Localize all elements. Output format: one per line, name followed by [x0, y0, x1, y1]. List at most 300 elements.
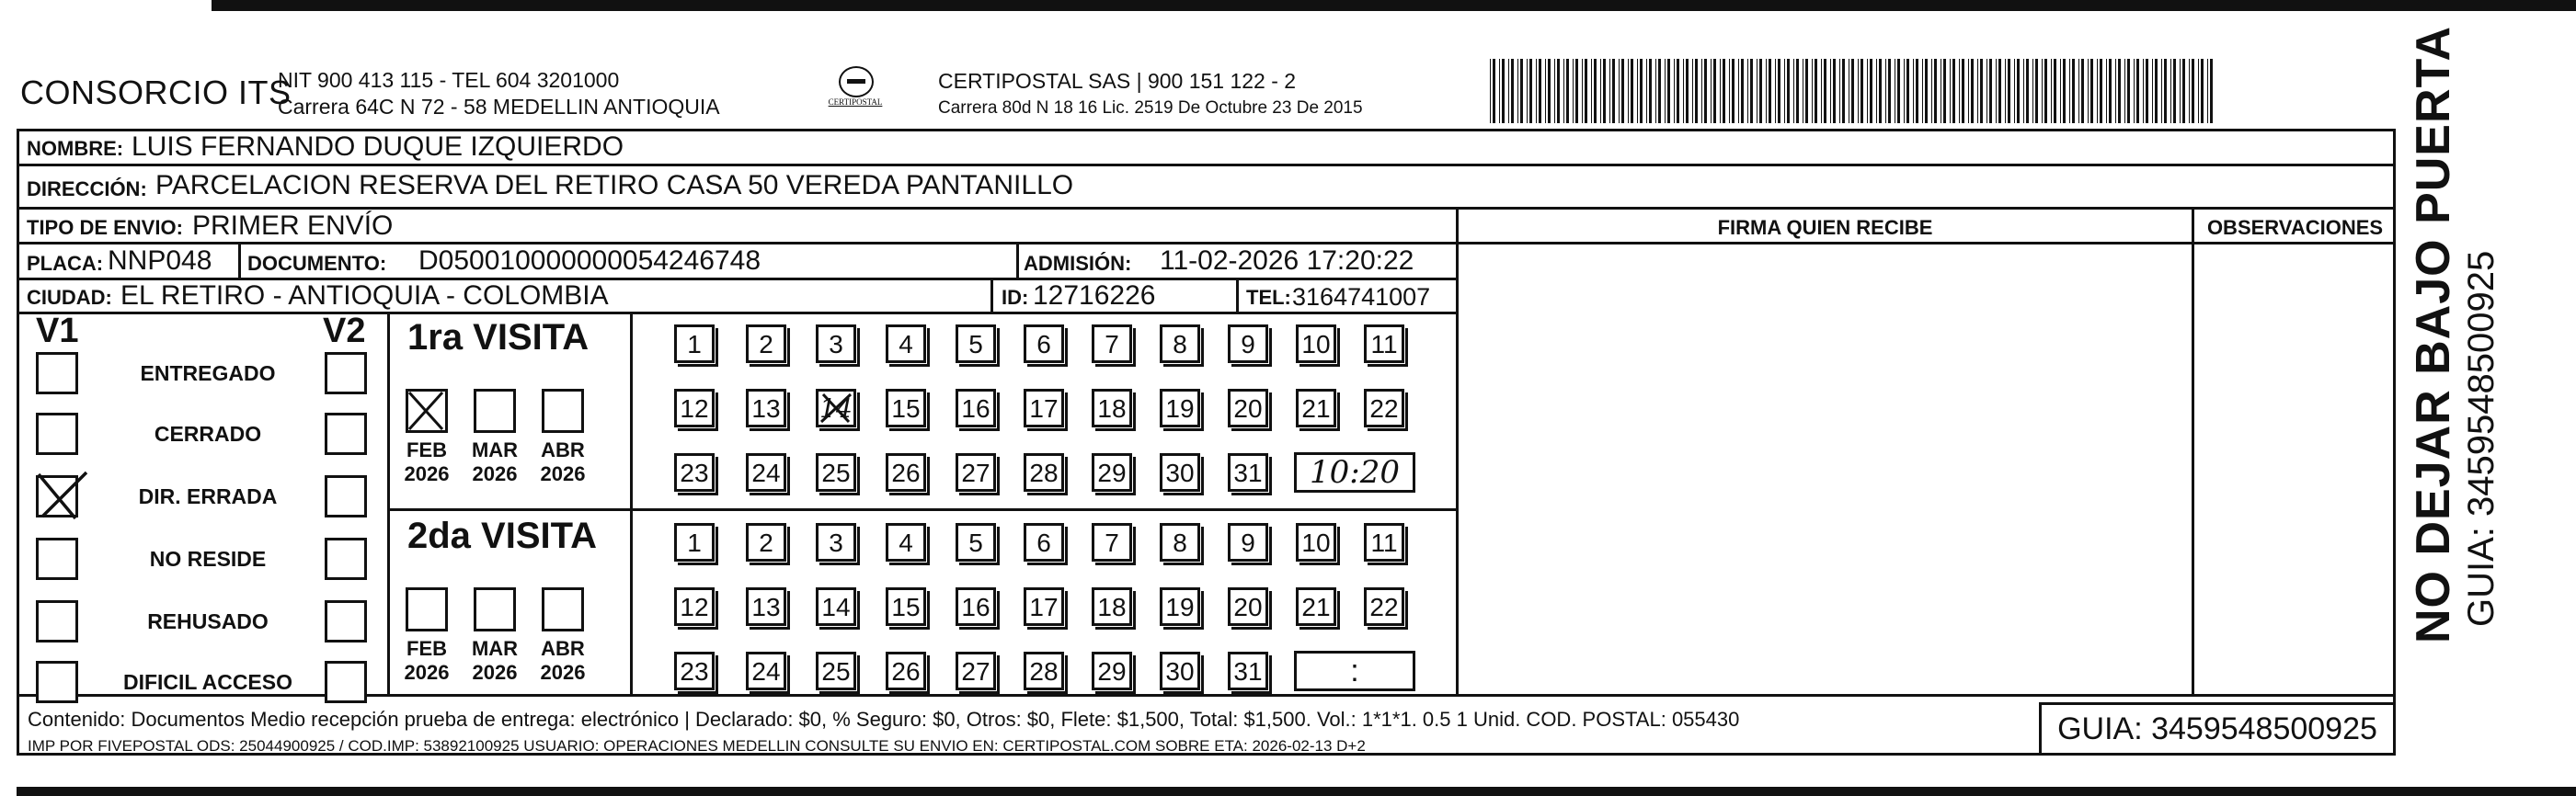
- day-box[interactable]: 18: [1092, 389, 1132, 427]
- barcode-bar: [1998, 59, 2001, 123]
- day-box[interactable]: 14: [816, 389, 856, 427]
- barcode-bar: [1858, 59, 1859, 123]
- day-box[interactable]: 16: [956, 389, 996, 427]
- status-label: NO RESIDE: [149, 547, 267, 571]
- barcode-bar: [1839, 59, 1840, 123]
- month-checkbox[interactable]: [474, 587, 516, 631]
- barcode-bar: [1539, 59, 1541, 123]
- barcode-bar: [1517, 59, 1518, 123]
- day-box[interactable]: 20: [1228, 389, 1268, 427]
- barcode-bar: [2192, 59, 2194, 123]
- check-mark-icon: [406, 389, 448, 433]
- barcode-bar: [1934, 59, 1937, 123]
- barcode-bar: [1750, 59, 1753, 123]
- day-box[interactable]: 29: [1092, 453, 1132, 492]
- day-box[interactable]: 8: [1160, 324, 1200, 363]
- barcode-bar: [1600, 59, 1601, 123]
- barcode-bar: [1591, 59, 1592, 123]
- id-number: 12716226: [1033, 280, 1156, 311]
- barcode-bar: [1508, 59, 1509, 123]
- barcode-bar: [2173, 59, 2176, 123]
- barcode-bar: [2008, 59, 2010, 123]
- barcode-bar: [1913, 59, 1914, 123]
- day-box[interactable]: 8: [1160, 523, 1200, 562]
- month-label: [398, 637, 455, 685]
- barcode-bar: [1557, 59, 1560, 123]
- barcode-bar: [2118, 59, 2121, 123]
- barcode-bar: [1631, 59, 1633, 123]
- address-line: Carrera 64C N 72 - 58 MEDELLIN ANTIOQUIA: [278, 95, 720, 119]
- recipient-name: LUIS FERNANDO DUQUE IZQUIERDO: [132, 131, 624, 162]
- day-box[interactable]: 13: [746, 587, 786, 626]
- barcode-bar: [1815, 59, 1817, 123]
- month-name: ABR: [541, 438, 585, 461]
- month-year: 2026: [472, 462, 518, 485]
- barcode-bar: [1695, 59, 1698, 123]
- barcode-bar: [1612, 59, 1615, 123]
- barcode-bar: [1677, 59, 1679, 123]
- barcode-bar: [1879, 59, 1882, 123]
- barcode-bar: [2152, 59, 2153, 123]
- recipient-address: PARCELACION RESERVA DEL RETIRO CASA 50 VEREDA PANTANILLO: [155, 170, 1074, 200]
- barcode-bar: [2115, 59, 2116, 123]
- day-box[interactable]: 9: [1228, 324, 1268, 363]
- certipostal-logo: [819, 66, 892, 116]
- no-dejar-bajo-puerta: NO DEJAR BAJO PUERTA: [2407, 25, 2460, 643]
- status-label: CERRADO: [154, 422, 262, 446]
- barcode-bar: [2072, 59, 2075, 123]
- day-box[interactable]: 3: [816, 523, 856, 562]
- barcode-bar: [1741, 59, 1744, 123]
- month-checkbox[interactable]: [542, 389, 584, 433]
- barcode-bar: [1649, 59, 1652, 123]
- day-box[interactable]: 13: [746, 389, 786, 427]
- v1-checkbox[interactable]: [36, 475, 78, 517]
- tel: 3164741007: [1292, 283, 1431, 311]
- barcode-bar: [1713, 59, 1716, 123]
- month-year: 2026: [404, 462, 450, 485]
- barcode-bar: [1842, 59, 1845, 123]
- barcode-bar: [1704, 59, 1707, 123]
- barcode-bar: [1603, 59, 1606, 123]
- day-box[interactable]: 28: [1024, 453, 1064, 492]
- day-box[interactable]: 4: [886, 324, 926, 363]
- day-box[interactable]: 31: [1228, 652, 1268, 690]
- v1-checkbox[interactable]: [36, 538, 78, 580]
- day-box[interactable]: 19: [1160, 587, 1200, 626]
- barcode-bar: [1545, 59, 1546, 123]
- barcode-bar: [2100, 59, 2102, 123]
- barcode-bar: [1490, 59, 1491, 123]
- barcode-bar: [1986, 59, 1987, 123]
- month-label: [534, 637, 591, 685]
- barcode-bar: [2090, 59, 2093, 123]
- barcode-bar: [1962, 59, 1964, 123]
- month-year: 2026: [472, 661, 518, 684]
- barcode-bar: [1609, 59, 1610, 123]
- barcode-bar: [1922, 59, 1923, 123]
- barcode-bar: [1658, 59, 1661, 123]
- barcode-bar: [1775, 59, 1776, 123]
- visit-time[interactable]: :: [1294, 651, 1415, 691]
- barcode-bar: [1585, 59, 1587, 123]
- nit-line: NIT 900 413 115 - TEL 604 3201000: [278, 68, 620, 92]
- barcode-bar: [2017, 59, 2020, 123]
- barcode-bar: [1619, 59, 1620, 123]
- barcode-bar: [2054, 59, 2056, 123]
- day-box[interactable]: 1: [674, 324, 715, 363]
- barcode-bar: [1723, 59, 1725, 123]
- barcode-bar: [1499, 59, 1500, 123]
- barcode-bar: [2014, 59, 2015, 123]
- status-label: REHUSADO: [147, 609, 269, 633]
- barcode-bar: [1925, 59, 1928, 123]
- month-checkbox[interactable]: [542, 587, 584, 631]
- tipo-envio-label: TIPO DE ENVIO:: [27, 216, 183, 239]
- barcode-bar: [1769, 59, 1771, 123]
- barcode-bar: [2207, 59, 2208, 123]
- barcode-bar: [2155, 59, 2158, 123]
- day-box[interactable]: 6: [1024, 523, 1064, 562]
- day-box[interactable]: 27: [956, 652, 996, 690]
- barcode-bar: [1885, 59, 1886, 123]
- barcode-bar: [2044, 59, 2047, 123]
- barcode-bar: [2060, 59, 2061, 123]
- barcode-bar: [1655, 59, 1656, 123]
- barcode-bar: [2026, 59, 2029, 123]
- direccion-label: DIRECCIÓN:: [27, 177, 147, 200]
- barcode-bar: [2161, 59, 2162, 123]
- barcode-bar: [1573, 59, 1574, 123]
- day-box[interactable]: 5: [956, 324, 996, 363]
- top-border: [212, 0, 2576, 11]
- ciudad: EL RETIRO - ANTIOQUIA - COLOMBIA: [120, 280, 609, 311]
- day-box[interactable]: 5: [956, 523, 996, 562]
- day-box[interactable]: 15: [886, 389, 926, 427]
- day-box[interactable]: 24: [746, 652, 786, 690]
- shipping-label-table: [17, 129, 2396, 756]
- day-box[interactable]: 25: [816, 453, 856, 492]
- day-box[interactable]: 11: [1364, 523, 1404, 562]
- day-box[interactable]: 17: [1024, 389, 1064, 427]
- v1-checkbox[interactable]: [36, 600, 78, 642]
- barcode-bar: [2106, 59, 2107, 123]
- day-box[interactable]: 16: [956, 587, 996, 626]
- barcode-bar: [1870, 59, 1872, 123]
- barcode-bar: [1931, 59, 1932, 123]
- barcode-bar: [2032, 59, 2033, 123]
- barcode-bar: [2164, 59, 2167, 123]
- barcode-bar: [1548, 59, 1551, 123]
- day-box[interactable]: 14: [816, 587, 856, 626]
- barcode-bar: [1566, 59, 1569, 123]
- visit-title: 1ra VISITA: [407, 317, 590, 358]
- barcode-bar: [1536, 59, 1537, 123]
- barcode-bar: [2078, 59, 2079, 123]
- barcode-bar: [1621, 59, 1624, 123]
- admision-label: ADMISIÓN:: [1024, 252, 1132, 275]
- month-label: [466, 438, 523, 486]
- barcode-bar: [1520, 59, 1523, 123]
- barcode-bar: [1950, 59, 1951, 123]
- barcode-bar: [1759, 59, 1762, 123]
- month-label: [398, 438, 455, 486]
- day-box[interactable]: 28: [1024, 652, 1064, 690]
- barcode-bar: [1665, 59, 1666, 123]
- barcode-bar: [2124, 59, 2125, 123]
- barcode-bar: [2210, 59, 2213, 123]
- barcode-bar: [1667, 59, 1670, 123]
- barcode-bar: [2136, 59, 2139, 123]
- barcode-bar: [1640, 59, 1643, 123]
- admision: 11-02-2026 17:20:22: [1160, 245, 1414, 276]
- barcode-bar: [1980, 59, 1983, 123]
- barcode-bar: [1989, 59, 1992, 123]
- barcode-bar: [2180, 59, 2181, 123]
- carrier-nit: CERTIPOSTAL SAS | 900 151 122 - 2: [938, 69, 1297, 93]
- day-box[interactable]: 19: [1160, 389, 1200, 427]
- v1-checkbox[interactable]: [36, 352, 78, 394]
- day-box[interactable]: 24: [746, 453, 786, 492]
- barcode-bar: [1692, 59, 1693, 123]
- day-box[interactable]: 22: [1364, 587, 1404, 626]
- barcode-bar: [1683, 59, 1684, 123]
- barcode-bar: [1511, 59, 1514, 123]
- barcode-bar: [1711, 59, 1712, 123]
- visit-title: 2da VISITA: [407, 516, 597, 556]
- barcode-bar: [2081, 59, 2084, 123]
- firma-header: FIRMA QUIEN RECIBE: [1717, 216, 1933, 239]
- barcode-bar: [1833, 59, 1836, 123]
- barcode-bar: [2042, 59, 2043, 123]
- barcode-bar: [2170, 59, 2171, 123]
- tel-label: TEL:: [1246, 286, 1291, 309]
- observaciones-header: OBSERVACIONES: [2206, 216, 2384, 239]
- barcode-bar: [2189, 59, 2190, 123]
- month-checkbox[interactable]: [406, 587, 448, 631]
- barcode-bar: [2088, 59, 2089, 123]
- v1-checkbox[interactable]: [36, 661, 78, 703]
- barcode-bar: [1916, 59, 1918, 123]
- month-year: 2026: [404, 661, 450, 684]
- day-box[interactable]: 25: [816, 652, 856, 690]
- v2-checkbox[interactable]: [325, 661, 367, 703]
- barcode-bar: [2201, 59, 2204, 123]
- day-box[interactable]: 10: [1296, 523, 1336, 562]
- day-box[interactable]: 11: [1364, 324, 1404, 363]
- barcode-bar: [1793, 59, 1794, 123]
- barcode-bar: [1628, 59, 1629, 123]
- month-checkbox[interactable]: [406, 389, 448, 433]
- barcode-bar: [1747, 59, 1748, 123]
- barcode-bar: [1594, 59, 1597, 123]
- barcode-bar: [1796, 59, 1799, 123]
- day-box[interactable]: 20: [1228, 587, 1268, 626]
- month-name: ABR: [541, 637, 585, 660]
- day-box[interactable]: 7: [1092, 324, 1132, 363]
- barcode-bar: [1674, 59, 1675, 123]
- day-box[interactable]: 18: [1092, 587, 1132, 626]
- barcode-bar: [1563, 59, 1564, 123]
- barcode-bar: [1778, 59, 1780, 123]
- day-box[interactable]: 30: [1160, 453, 1200, 492]
- day-box[interactable]: 2: [746, 324, 786, 363]
- nombre-label: NOMBRE:: [27, 137, 124, 160]
- tipo-envio: PRIMER ENVÍO: [192, 210, 394, 241]
- barcode-bar: [1824, 59, 1826, 123]
- barcode-bar: [1575, 59, 1578, 123]
- logo-emblem-icon: [839, 66, 874, 97]
- company-nit: [278, 67, 720, 120]
- barcode-bar: [1888, 59, 1891, 123]
- status-label: DIR. ERRADA: [138, 484, 278, 508]
- barcode-bar: [2134, 59, 2135, 123]
- barcode-bar: [2035, 59, 2038, 123]
- day-box[interactable]: 10: [1296, 324, 1336, 363]
- placa: NNP048: [108, 245, 212, 276]
- day-box[interactable]: 2: [746, 523, 786, 562]
- status-label: ENTREGADO: [140, 361, 276, 385]
- barcode-bar: [1732, 59, 1735, 123]
- barcode-bar: [1851, 59, 1854, 123]
- v2-checkbox[interactable]: [325, 600, 367, 642]
- barcode-bar: [1952, 59, 1955, 123]
- month-year: 2026: [540, 462, 586, 485]
- barcode-bar: [2063, 59, 2066, 123]
- barcode-bar: [1787, 59, 1790, 123]
- barcode-bar: [2005, 59, 2006, 123]
- v1-header: V1: [36, 312, 79, 350]
- barcode: [1490, 59, 2216, 123]
- month-checkbox[interactable]: [474, 389, 516, 433]
- barcode-bar: [1867, 59, 1868, 123]
- cross-mark-icon: [816, 389, 856, 427]
- day-box[interactable]: 27: [956, 453, 996, 492]
- day-box[interactable]: 17: [1024, 587, 1064, 626]
- day-box[interactable]: 12: [674, 587, 715, 626]
- side-guia: GUIA: 3459548500925: [2461, 250, 2502, 627]
- v2-header: V2: [323, 312, 366, 350]
- barcode-bar: [2146, 59, 2148, 123]
- month-name: MAR: [471, 637, 519, 660]
- barcode-bar: [1637, 59, 1638, 123]
- barcode-bar: [1766, 59, 1767, 123]
- barcode-bar: [1830, 59, 1831, 123]
- barcode-bar: [1943, 59, 1946, 123]
- barcode-bar: [1646, 59, 1647, 123]
- barcode-bar: [1554, 59, 1555, 123]
- day-box[interactable]: 23: [674, 652, 715, 690]
- month-label: [534, 438, 591, 486]
- barcode-bar: [1977, 59, 1978, 123]
- barcode-bar: [2097, 59, 2098, 123]
- barcode-bar: [1493, 59, 1495, 123]
- month-name: MAR: [471, 438, 519, 461]
- logo-text: CERTIPOSTAL: [828, 97, 883, 107]
- day-box[interactable]: 30: [1160, 652, 1200, 690]
- company-name: CONSORCIO ITS: [20, 74, 292, 111]
- v1-checkbox[interactable]: [36, 413, 78, 455]
- day-box[interactable]: 22: [1364, 389, 1404, 427]
- guia-number: GUIA: 3459548500925: [2039, 702, 2396, 756]
- v2-checkbox[interactable]: [325, 538, 367, 580]
- day-box[interactable]: 3: [816, 324, 856, 363]
- barcode-bar: [1529, 59, 1532, 123]
- bottom-border: [17, 787, 2576, 796]
- day-box[interactable]: 26: [886, 652, 926, 690]
- barcode-bar: [1784, 59, 1785, 123]
- day-box[interactable]: 31: [1228, 453, 1268, 492]
- barcode-bar: [1897, 59, 1900, 123]
- barcode-bar: [2127, 59, 2130, 123]
- barcode-bar: [1738, 59, 1739, 123]
- barcode-bar: [2109, 59, 2112, 123]
- day-box[interactable]: 23: [674, 453, 715, 492]
- barcode-bar: [1968, 59, 1969, 123]
- month-label: [466, 637, 523, 685]
- impresion-line: IMP POR FIVEPOSTAL ODS: 25044900925 / COD.IMP: 53892100925 USUARIO: OPERACIONES MEDELLIN CONSULTE SU ENVIO EN: CERTIPOSTAL.COM SOBRE ETA: 2026-02-13 D+2: [28, 737, 1366, 755]
- barcode-bar: [1805, 59, 1808, 123]
- day-box[interactable]: 29: [1092, 652, 1132, 690]
- day-box[interactable]: 9: [1228, 523, 1268, 562]
- barcode-bar: [2182, 59, 2185, 123]
- ciudad-label: CIUDAD:: [27, 286, 112, 309]
- barcode-bar: [2051, 59, 2052, 123]
- barcode-bar: [1812, 59, 1813, 123]
- day-box[interactable]: 6: [1024, 324, 1064, 363]
- day-box[interactable]: 12: [674, 389, 715, 427]
- barcode-bar: [1701, 59, 1702, 123]
- barcode-bar: [1502, 59, 1505, 123]
- barcode-bar: [2143, 59, 2144, 123]
- day-box[interactable]: 15: [886, 587, 926, 626]
- visit-time[interactable]: 10:20: [1294, 452, 1415, 493]
- side-notice: [2406, 26, 2502, 643]
- v2-checkbox[interactable]: [325, 413, 367, 455]
- day-box[interactable]: 21: [1296, 389, 1336, 427]
- barcode-bar: [1906, 59, 1909, 123]
- documento: D050010000000054246748: [418, 245, 761, 276]
- documento-label: DOCUMENTO:: [247, 252, 387, 275]
- carrier-info: [938, 68, 1363, 121]
- barcode-bar: [1996, 59, 1997, 123]
- barcode-bar: [1582, 59, 1583, 123]
- carrier-address: Carrera 80d N 18 16 Lic. 2519 De Octubre 23 De 2015: [938, 98, 1363, 118]
- barcode-bar: [2069, 59, 2070, 123]
- day-box[interactable]: 21: [1296, 587, 1336, 626]
- barcode-bar: [1720, 59, 1721, 123]
- barcode-bar: [1971, 59, 1974, 123]
- day-box[interactable]: 26: [886, 453, 926, 492]
- month-name: FEB: [406, 438, 447, 461]
- contenido-line: Contenido: Documentos Medio recepción prueba de entrega: electrónico | Declarado: $0, % Seguro: $0, Otros: $0, Flete: $1,500, Total: $1,500. Vol.: 1*1*1. 0.5 1 Unid. COD. POSTAL: 055430: [28, 708, 1740, 731]
- month-name: FEB: [406, 637, 447, 660]
- day-box[interactable]: 4: [886, 523, 926, 562]
- barcode-bar: [1860, 59, 1863, 123]
- barcode-bar: [1821, 59, 1822, 123]
- barcode-bar: [2023, 59, 2024, 123]
- status-label: DIFICIL ACCESO: [122, 670, 292, 694]
- v2-checkbox[interactable]: [325, 352, 367, 394]
- barcode-bar: [1959, 59, 1960, 123]
- day-box[interactable]: 7: [1092, 523, 1132, 562]
- v2-checkbox[interactable]: [325, 475, 367, 517]
- barcode-bar: [1904, 59, 1905, 123]
- day-box[interactable]: 1: [674, 523, 715, 562]
- barcode-bar: [1729, 59, 1730, 123]
- barcode-bar: [1876, 59, 1877, 123]
- id-label: ID:: [1002, 286, 1029, 309]
